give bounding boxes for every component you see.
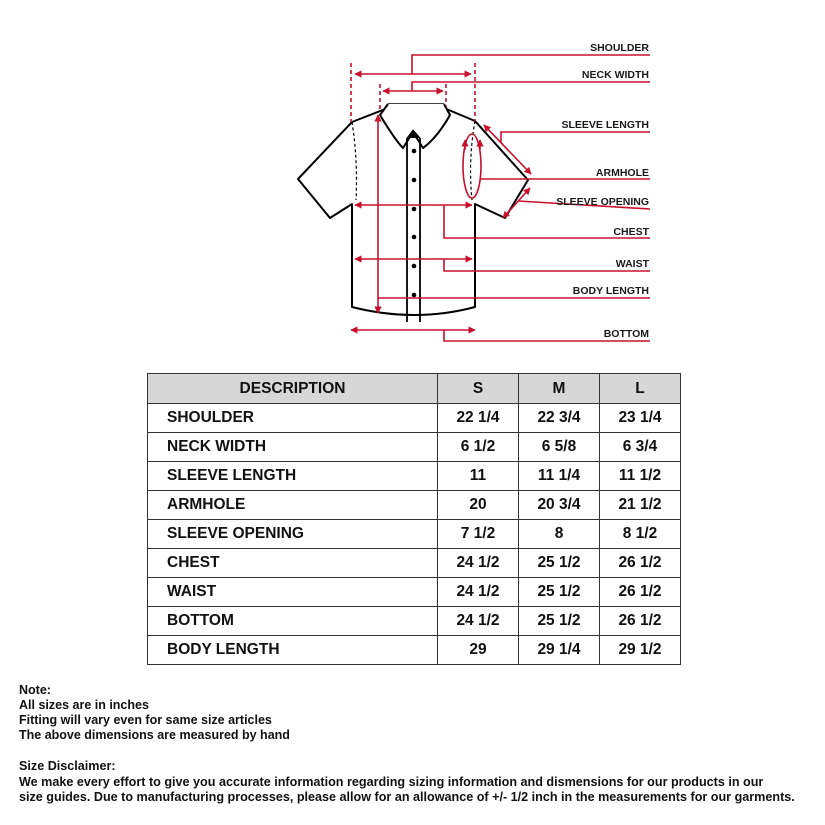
sleeve-length-leader: [501, 132, 650, 143]
table-row: [148, 433, 681, 462]
label-waist: WAIST: [615, 258, 649, 270]
cell-l: 26 1/2: [600, 549, 681, 578]
header-description: DESCRIPTION: [148, 374, 438, 404]
row-label: WAIST: [148, 578, 438, 607]
disclaimer-title: Size Disclaimer:: [19, 759, 116, 773]
cell-m: 20 3/4: [519, 491, 600, 520]
disclaimer-line: We make every effort to give you accurate information regarding sizing information and dismensions for our products in our: [19, 774, 764, 789]
note-line: Fitting will vary even for same size articles: [19, 713, 272, 727]
table-row: [148, 607, 681, 636]
row-label: SLEEVE OPENING: [148, 520, 438, 549]
label-sleeve-length: SLEEVE LENGTH: [561, 119, 649, 131]
cell-s: 6 1/2: [438, 433, 519, 462]
cell-l: 21 1/2: [600, 491, 681, 520]
button: [412, 149, 417, 154]
shirt-measurement-diagram: [0, 0, 825, 360]
table-row: [148, 491, 681, 520]
cell-m: 8: [519, 520, 600, 549]
neck-width-leader: [412, 82, 650, 91]
size-disclaimer-section: [19, 759, 795, 806]
cell-m: 11 1/4: [519, 462, 600, 491]
cell-m: 6 5/8: [519, 433, 600, 462]
label-chest: CHEST: [613, 226, 649, 238]
table-header-row: [148, 374, 681, 404]
cell-l: 23 1/4: [600, 404, 681, 433]
notes-title: Note:: [19, 683, 51, 697]
table-row: [148, 520, 681, 549]
button: [412, 264, 417, 269]
label-armhole: ARMHOLE: [595, 167, 649, 179]
row-label: BOTTOM: [148, 607, 438, 636]
cell-l: 26 1/2: [600, 578, 681, 607]
cell-m: 25 1/2: [519, 578, 600, 607]
label-bottom: BOTTOM: [603, 328, 649, 340]
notes-section: [19, 683, 290, 743]
header-size-m: M: [519, 374, 600, 404]
cell-s: 7 1/2: [438, 520, 519, 549]
table-row: [148, 462, 681, 491]
label-shoulder: SHOULDER: [590, 42, 649, 54]
cell-s: 29: [438, 636, 519, 665]
table-row: [148, 404, 681, 433]
cell-m: 25 1/2: [519, 549, 600, 578]
header-size-s: S: [438, 374, 519, 404]
cell-l: 8 1/2: [600, 520, 681, 549]
cell-l: 11 1/2: [600, 462, 681, 491]
cell-m: 25 1/2: [519, 607, 600, 636]
table-row: [148, 636, 681, 665]
row-label: SLEEVE LENGTH: [148, 462, 438, 491]
button: [412, 207, 417, 212]
cell-m: 29 1/4: [519, 636, 600, 665]
row-label: BODY LENGTH: [148, 636, 438, 665]
button: [412, 235, 417, 240]
label-neck-width: NECK WIDTH: [581, 69, 649, 81]
cell-l: 26 1/2: [600, 607, 681, 636]
disclaimer-line: size guides. Due to manufacturing processes, please allow for an allowance of +/- 1/2 inch in the measurements for our garments.: [19, 790, 795, 804]
row-label: ARMHOLE: [148, 491, 438, 520]
cell-s: 20: [438, 491, 519, 520]
note-line: All sizes are in inches: [19, 698, 149, 712]
cell-l: 29 1/2: [600, 636, 681, 665]
label-sleeve-opening: SLEEVE OPENING: [556, 196, 649, 208]
shirt-illustration: [298, 104, 528, 322]
cell-s: 24 1/2: [438, 578, 519, 607]
button: [412, 178, 417, 183]
row-label: SHOULDER: [148, 404, 438, 433]
measurement-labels: [556, 42, 649, 340]
size-chart-table: [147, 373, 681, 665]
header-size-l: L: [600, 374, 681, 404]
note-line: The above dimensions are measured by hand: [19, 728, 290, 742]
cell-s: 24 1/2: [438, 549, 519, 578]
cell-m: 22 3/4: [519, 404, 600, 433]
shirt-body-outline: [298, 108, 528, 315]
cell-s: 11: [438, 462, 519, 491]
label-body-length: BODY LENGTH: [572, 285, 649, 297]
cell-s: 22 1/4: [438, 404, 519, 433]
button: [412, 293, 417, 298]
table-row: [148, 578, 681, 607]
row-label: NECK WIDTH: [148, 433, 438, 462]
row-label: CHEST: [148, 549, 438, 578]
table-row: [148, 549, 681, 578]
cell-s: 24 1/2: [438, 607, 519, 636]
cell-l: 6 3/4: [600, 433, 681, 462]
